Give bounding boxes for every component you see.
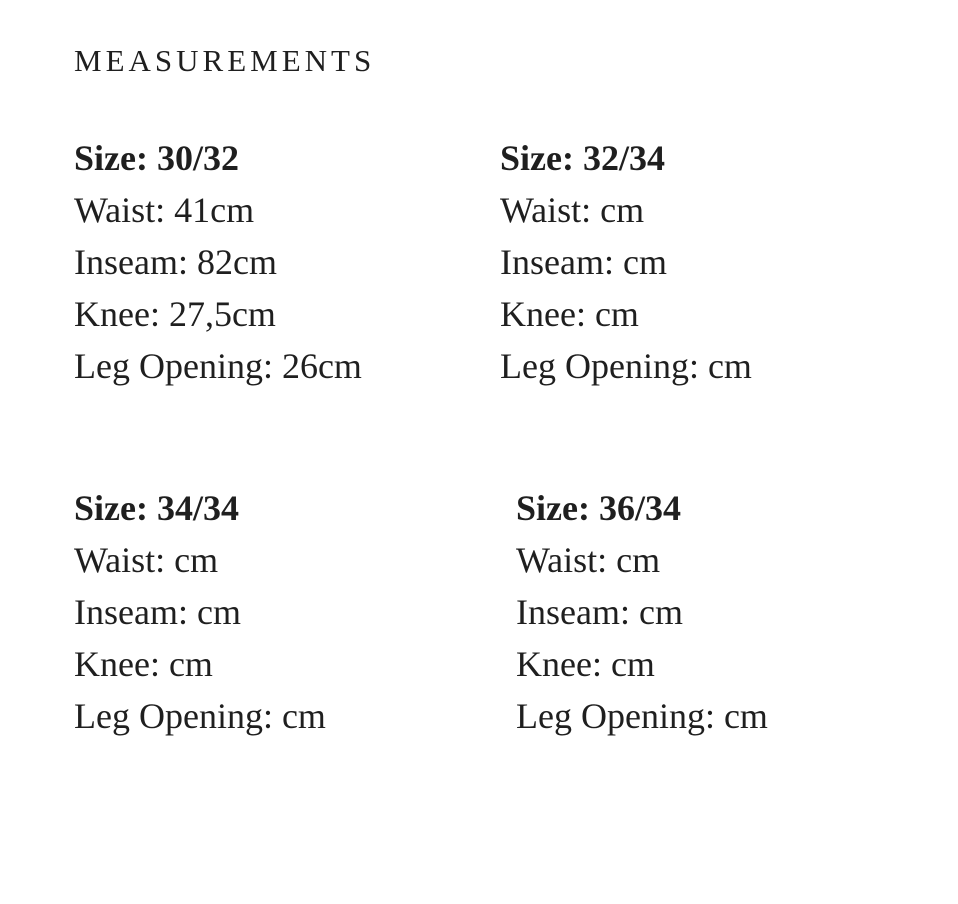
size-block-30-32 (74, 132, 362, 392)
inseam-measurement: Inseam: cm (74, 592, 241, 632)
size-block-34-34 (74, 482, 326, 742)
leg-opening-measurement: Leg Opening: 26cm (74, 346, 362, 386)
waist-measurement: Waist: cm (500, 190, 645, 230)
size-block-36-34 (516, 482, 768, 742)
inseam-measurement: Inseam: 82cm (74, 242, 277, 282)
knee-measurement: Knee: cm (516, 644, 655, 684)
waist-measurement: Waist: cm (74, 540, 219, 580)
inseam-measurement: Inseam: cm (516, 592, 683, 632)
inseam-measurement: Inseam: cm (500, 242, 667, 282)
size-block-32-34 (500, 132, 752, 392)
size-title: Size: 36/34 (516, 488, 681, 528)
size-title: Size: 32/34 (500, 138, 665, 178)
waist-measurement: Waist: cm (516, 540, 661, 580)
waist-measurement: Waist: 41cm (74, 190, 255, 230)
leg-opening-measurement: Leg Opening: cm (516, 696, 768, 736)
knee-measurement: Knee: 27,5cm (74, 294, 276, 334)
knee-measurement: Knee: cm (500, 294, 639, 334)
leg-opening-measurement: Leg Opening: cm (500, 346, 752, 386)
leg-opening-measurement: Leg Opening: cm (74, 696, 326, 736)
size-title: Size: 30/32 (74, 138, 239, 178)
measurements-heading: MEASUREMENTS (74, 43, 376, 78)
size-title: Size: 34/34 (74, 488, 239, 528)
knee-measurement: Knee: cm (74, 644, 213, 684)
